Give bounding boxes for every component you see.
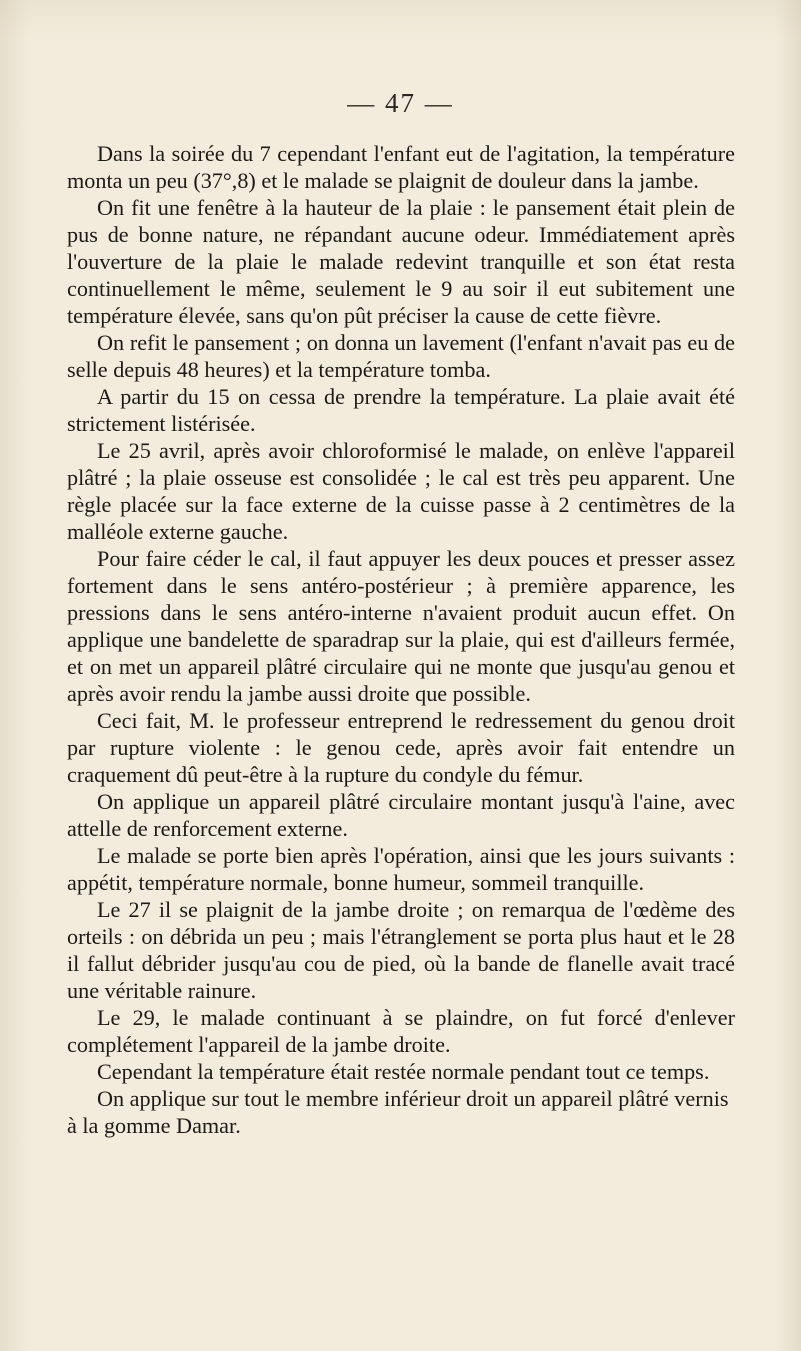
paragraph: Le 29, le malade continuant à se plaindre, on fut forcé d'enlever complétement l'appareil de la jambe droite. (67, 1005, 735, 1057)
paragraph: On applique sur tout le membre inférieur droit un appareil plâtré vernis à la gomme Damar. (67, 1086, 729, 1138)
paragraph: Pour faire céder le cal, il faut appuyer les deux pouces et presser assez fortement dans le sens antéro-postérieur ; à première apparence, les pressions dans le sens antéro-interne n'avaient produit aucun effet. On applique une bandelette de sparadrap sur la plaie, qui est d'ailleurs fermée, et on met un appareil plâtré circulaire qui ne monte que jusqu'au genou et après avoir rendu la jambe aussi droite que possible. (67, 546, 735, 706)
paragraph: Cependant la température était restée normale pendant tout ce temps. (97, 1059, 710, 1084)
paragraph: Dans la soirée du 7 cependant l'enfant eut de l'agitation, la température monta un peu (37°,8) et le malade se plaignit de douleur dans la jambe. (67, 141, 735, 193)
paragraph: On refit le pansement ; on donna un lavement (l'enfant n'avait pas eu de selle depuis 48 heures) et la température tomba. (67, 330, 735, 382)
body-text (67, 140, 735, 1139)
paragraph: On applique un appareil plâtré circulaire montant jusqu'à l'aine, avec attelle de renforcement externe. (67, 789, 735, 841)
paragraph: Le 27 il se plaignit de la jambe droite ; on remarqua de l'œdème des orteils : on débrida un peu ; mais l'étranglement se porta plus haut et le 28 il fallut débrider jusqu'au cou de pied, où la bande de flanelle avait tracé une véritable rainure. (67, 897, 735, 1003)
paragraph: Ceci fait, M. le professeur entreprend le redressement du genou droit par rupture violente : le genou cede, après avoir fait entendre un craquement dû peut-être à la rupture du condyle du fémur. (67, 708, 735, 787)
page-number: — 47 — (347, 88, 454, 118)
paragraph: Le 25 avril, après avoir chloroformisé le malade, on enlève l'appareil plâtré ; la plaie osseuse est consolidée ; le cal est très peu apparent. Une règle placée sur la face externe de la cuisse passe à 2 centimètres de la malléole externe gauche. (67, 438, 735, 544)
paragraph: Le malade se porte bien après l'opération, ainsi que les jours suivants : appétit, température normale, bonne humeur, sommeil tranquille. (67, 843, 735, 895)
paragraph: On fit une fenêtre à la hauteur de la plaie : le pansement était plein de pus de bonne nature, ne répandant aucune odeur. Immédiatement après l'ouverture de la plaie le malade redevint tranquille et son état resta continuellement le même, seulement le 9 au soir il eut subitement une température élevée, sans qu'on pût préciser la cause de cette fièvre. (67, 195, 735, 328)
paragraph: A partir du 15 on cessa de prendre la température. La plaie avait été strictement listérisée. (67, 384, 735, 436)
